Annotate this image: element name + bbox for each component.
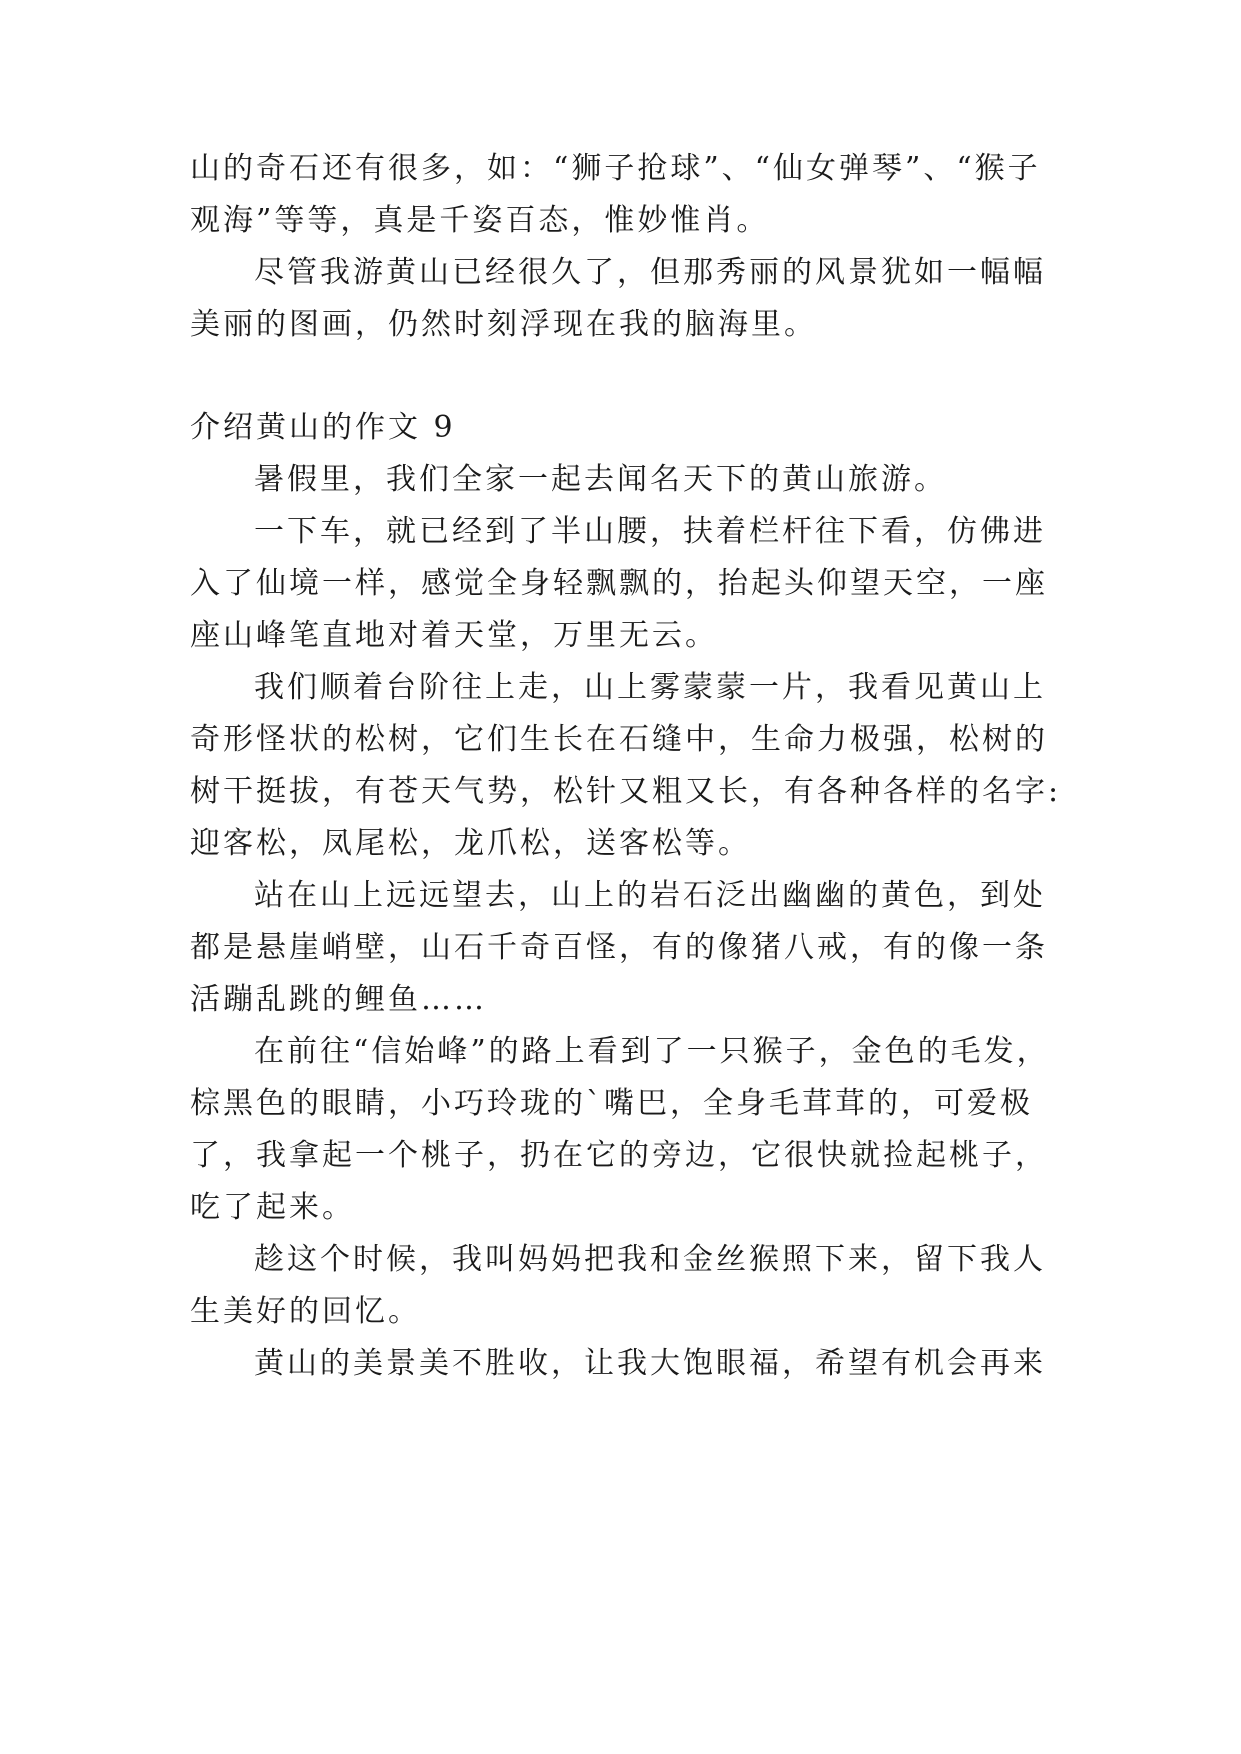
paragraph-line: 黄山的美景美不胜收，让我大饱眼福，希望有机会再来 [254, 1346, 1046, 1381]
section-heading: 介绍黄山的作文 9 [190, 410, 456, 445]
paragraph-line: 我们顺着台阶往上走，山上雾蒙蒙一片，我看见黄山上 [254, 670, 1046, 705]
paragraph-line: 站在山上远远望去，山上的岩石泛出幽幽的黄色，到处 [254, 878, 1046, 913]
paragraph-line: 在前往“信始峰”的路上看到了一只猴子，金色的毛发， [254, 1034, 1050, 1069]
paragraph-line: 奇形怪状的松树，它们生长在石缝中，生命力极强，松树的 [190, 722, 1048, 757]
paragraph-line: 趁这个时候，我叫妈妈把我和金丝猴照下来，留下我人 [254, 1242, 1046, 1277]
paragraph-line: 活蹦乱跳的鲤鱼…… [190, 982, 487, 1017]
paragraph-line: 迎客松，凤尾松，龙爪松，送客松等。 [190, 826, 751, 861]
paragraph-line: 树干挺拔，有苍天气势，松针又粗又长，有各种各样的名字: [190, 774, 1062, 809]
paragraph-line: 生美好的回忆。 [190, 1294, 421, 1329]
paragraph-line: 了，我拿起一个桃子，扔在它的旁边，它很快就捡起桃子， [190, 1138, 1048, 1173]
paragraph-line: 一下车，就已经到了半山腰，扶着栏杆往下看，仿佛进 [254, 514, 1046, 549]
paragraph-line: 都是悬崖峭壁，山石千奇百怪，有的像猪八戒，有的像一条 [190, 930, 1048, 965]
paragraph-line: 棕黑色的眼睛，小巧玲珑的`嘴巴，全身毛茸茸的，可爱极 [190, 1086, 1033, 1121]
paragraph-line: 观海”等等，真是千姿百态，惟妙惟肖。 [190, 203, 770, 238]
paragraph-line: 吃了起来。 [190, 1190, 355, 1225]
paragraph-line: 美丽的图画，仍然时刻浮现在我的脑海里。 [190, 307, 817, 342]
paragraph-line: 尽管我游黄山已经很久了，但那秀丽的风景犹如一幅幅 [254, 255, 1046, 290]
paragraph-line: 座山峰笔直地对着天堂，万里无云。 [190, 618, 718, 653]
paragraph-line: 山的奇石还有很多，如：“狮子抢球”、“仙女弹琴”、“猴子 [190, 151, 1041, 186]
paragraph-line: 入了仙境一样，感觉全身轻飘飘的，抬起头仰望天空，一座 [190, 566, 1048, 601]
paragraph-line: 暑假里，我们全家一起去闻名天下的黄山旅游。 [254, 462, 947, 497]
